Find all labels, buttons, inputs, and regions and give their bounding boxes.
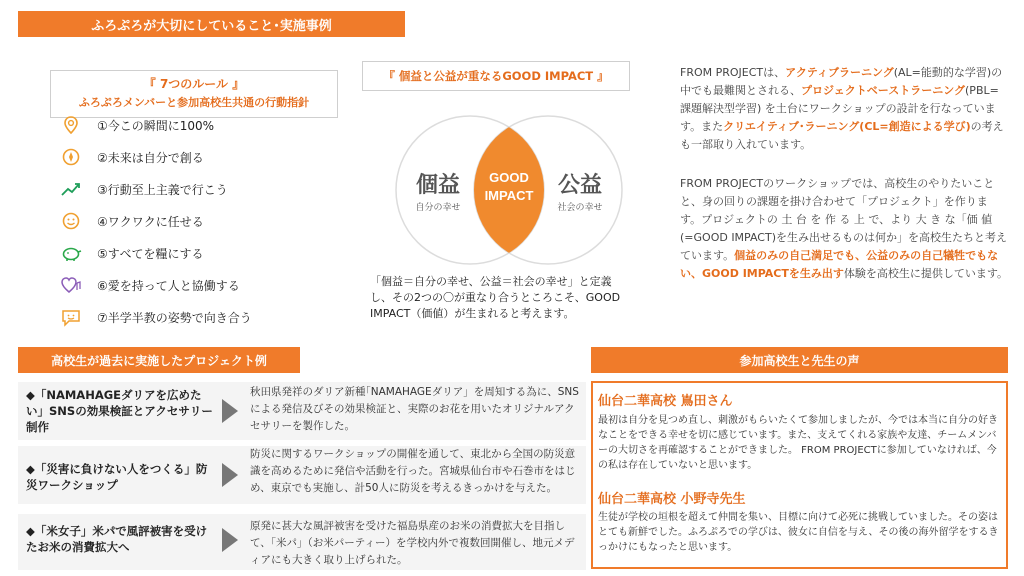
rule-item-2 bbox=[60, 144, 204, 170]
pin-icon bbox=[60, 114, 82, 136]
top-banner bbox=[18, 11, 405, 37]
project-description: 原発に甚大な風評被害を受けた福島県産のお米の消費拡大を目指して、「米パ」（お米パーティー）を学校内外で複数回開催し、地元メディアにも大きく取り上げられた。 bbox=[250, 520, 575, 566]
projects-header-title: 高校生が過去に実施したプロジェクト例 bbox=[51, 353, 267, 368]
rule-item-7 bbox=[60, 304, 252, 330]
voices-header bbox=[591, 347, 1008, 373]
voice-name: 仙台二華高校 嶌田さん bbox=[598, 394, 733, 409]
about-text: (AL=能動的な学習)の中でも最難関とされる、 bbox=[680, 66, 1003, 97]
venn-left-main: 個益 bbox=[415, 172, 461, 197]
voices-header-title: 参加高校生と先生の声 bbox=[739, 353, 860, 368]
impact-description: 「個益＝自分の幸せ、公益＝社会の幸せ」と定義し、その2つの〇が重なり合うところこそ、GOOD IMPACT（価値）が生まれると考えます。 bbox=[370, 275, 621, 320]
face-icon bbox=[60, 210, 82, 232]
rules-title-box bbox=[50, 70, 338, 118]
rule-label: ⑤すべてを糧にする bbox=[97, 246, 204, 261]
trend-up-icon bbox=[60, 178, 82, 200]
about-highlight: 個益のみの自己満足でも、公益のみの自己犠牲でもない、GOOD IMPACTを生み出す bbox=[680, 249, 999, 280]
arrow-right-icon bbox=[222, 528, 238, 552]
about-text: の考えも一部取り入れています。 bbox=[680, 120, 1004, 151]
rule-label: ③行動至上主義で行こう bbox=[97, 182, 228, 197]
rule-label: ①今この瞬間に100% bbox=[97, 118, 215, 133]
speech-face-icon bbox=[60, 306, 82, 328]
about-text: FROM PROJECTのワークショップでは、高校生のやりたいことと、身の回りの課題を掛け合わせて「プロジェクト」を作ります。プロジェクトの 土 台 を 作 る 上 で、より 大 き な「価 値 (=GOOD IMPACT)を生み出せるものは何か」を高校生たちと考えています。 bbox=[680, 177, 1008, 262]
projects-header bbox=[18, 347, 300, 373]
about-highlight: アクティブラーニング bbox=[785, 66, 894, 79]
heart-music-icon bbox=[60, 274, 82, 296]
venn-right-sub: 社会の幸せ bbox=[557, 202, 603, 212]
venn-center-line2: IMPACT bbox=[484, 188, 534, 203]
banner-title: ふろぷろが大切にしていること･実施事例 bbox=[91, 18, 332, 34]
venn-center-line1: GOOD bbox=[489, 170, 529, 185]
arrow-right-icon bbox=[222, 463, 238, 487]
about-paragraph-1 bbox=[680, 64, 1008, 154]
rule-item-5 bbox=[60, 240, 204, 266]
impact-title: 『 個益と公益が重なるGOOD IMPACT 』 bbox=[383, 69, 609, 83]
voice-name: 仙台二華高校 小野寺先生 bbox=[598, 492, 746, 507]
about-text: FROM PROJECTは、 bbox=[680, 66, 786, 79]
venn-right-main: 公益 bbox=[557, 172, 603, 197]
rule-item-3 bbox=[60, 176, 228, 202]
rule-item-1 bbox=[60, 112, 214, 138]
project-title: ◆「災害に負けない人をつくる」防災ワークショップ bbox=[26, 462, 208, 492]
piggy-bank-icon bbox=[60, 242, 82, 264]
about-highlight: プロジェクトベーストラーニング bbox=[801, 84, 966, 97]
about-paragraph-2 bbox=[680, 175, 1008, 283]
project-description: 防災に関するワークショップの開催を通して、東北から全国の防災意識を高めるために発信や活動を行った。宮城県仙台市や石巻市をはじめ、東京でも実施し、計50人に防災を考えるきっかけを与えた。 bbox=[250, 448, 576, 494]
project-description: 秋田県発祥のダリア新種｢NAMAHAGEダリア」を周知する為に、SNSによる発信及びその効果検証と、実際のお花を用いたオリジナルアクセサリーを製作した。 bbox=[250, 386, 579, 432]
arrow-right-icon bbox=[222, 399, 238, 423]
project-title: ◆「NAMAHAGEダリアを広めたい」SNSの効果検証とアクセサリー制作 bbox=[26, 388, 213, 434]
rule-label: ⑦半学半教の姿勢で向き合う bbox=[97, 310, 252, 325]
about-text: (PBL=課題解決型学習) を土台にワークショップの設計を行なっています。また bbox=[680, 84, 999, 133]
voice-text: 生徒が学校の垣根を超えて仲間を集い、目標に向けて必死に挑戦していました。その姿はとても新鮮でした。ふろぷろでの学びは、彼女に自信を与え、その後の海外留学をするきっかけにもなったと思います。 bbox=[598, 512, 999, 553]
compass-icon bbox=[60, 146, 82, 168]
rule-label: ⑥愛を持って人と協働する bbox=[97, 278, 240, 293]
rules-title: 『 7つのルール 』 bbox=[143, 77, 245, 91]
about-text: 体験を高校生に提供しています。 bbox=[843, 267, 1008, 280]
about-highlight: クリエイティブ･ラーニング(CL=創造による学び) bbox=[723, 120, 971, 133]
voice-text: 最初は自分を見つめ直し、刺激がもらいたくて参加しましたが、今では本当に自分の好きなことをできる幸せを切に感じています。また、支えてくれる家族や友達、チームメンバーの大切さを再確認することができました。 FROM PROJECTに参加していなければ、今の私は存在していないと思います。 bbox=[598, 415, 998, 471]
rule-item-6 bbox=[60, 272, 240, 298]
venn-left-sub: 自分の幸せ bbox=[415, 202, 461, 212]
rules-subtitle: ふろぷろメンバーと参加高校生共通の行動指針 bbox=[78, 96, 310, 109]
rule-item-4 bbox=[60, 208, 204, 234]
rule-label: ④ワクワクに任せる bbox=[97, 214, 204, 229]
impact-title-box bbox=[362, 61, 630, 91]
rule-label: ②未来は自分で創る bbox=[97, 150, 204, 165]
project-title: ◆「米女子」米パで風評被害を受けたお米の消費拡大へ bbox=[26, 524, 208, 554]
venn-diagram bbox=[390, 112, 630, 267]
